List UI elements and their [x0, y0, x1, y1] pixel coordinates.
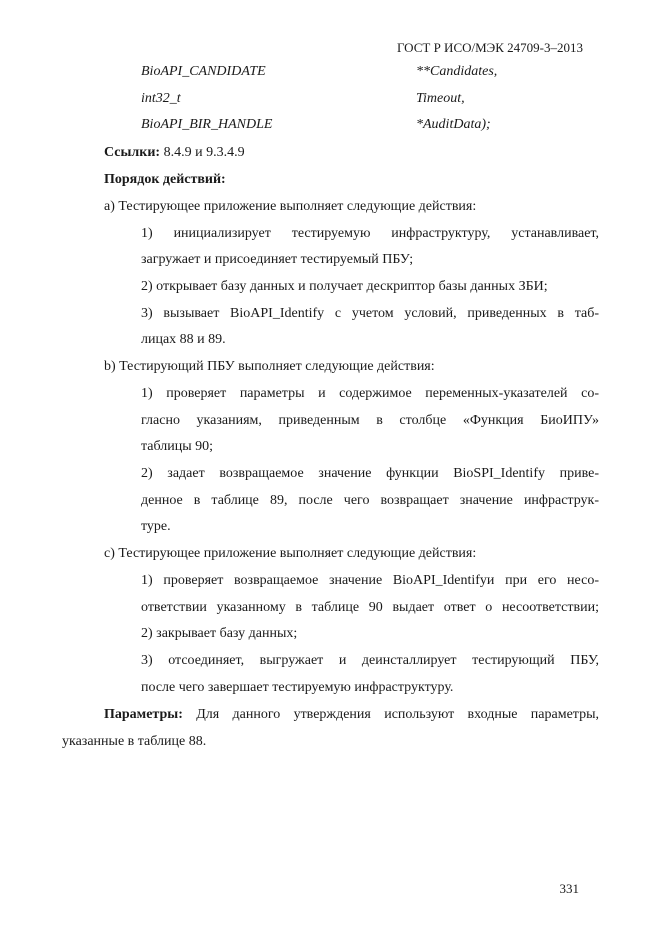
step-a-item-3: 3) вызывает BioAPI_Identify с учетом условий, приведенных в таб-: [141, 306, 599, 321]
step-a-item-3-cont: лицах 88 и 89.: [141, 332, 226, 347]
param-name: *AuditData);: [416, 117, 491, 132]
step-b-item-2: 2) задает возвращаемое значение функции BioSPI_Identify приве-: [141, 466, 599, 481]
signature-row: [0, 64, 661, 84]
parameters-label: Параметры:: [104, 707, 183, 722]
step-c-item-2: 2) закрывает базу данных;: [141, 626, 298, 641]
param-type: BioAPI_CANDIDATE: [141, 64, 266, 79]
step-a-item-1-cont: загружает и присоединяет тестируемый ПБУ;: [141, 252, 414, 267]
step-a-item-2: 2) открывает базу данных и получает дескриптор базы данных ЗБИ;: [141, 279, 548, 294]
step-b-item-2-cont: туре.: [141, 519, 171, 534]
step-a-intro: a) Тестирующее приложение выполняет следующие действия:: [104, 199, 477, 214]
step-c-intro: c) Тестирующее приложение выполняет следующие действия:: [104, 546, 477, 561]
references-line: [104, 143, 245, 163]
parameters-line: [104, 705, 599, 725]
references-value: 8.4.9 и 9.3.4.9: [160, 145, 245, 160]
step-b-item-1-cont: таблицы 90;: [141, 439, 214, 454]
param-type: BioAPI_BIR_HANDLE: [141, 117, 273, 132]
step-a-item-1: 1) инициализирует тестируемую инфраструктуру, устанавливает,: [141, 226, 599, 241]
document-code-header: ГОСТ Р ИСО/МЭК 24709-3–2013: [396, 40, 583, 55]
step-c-item-3: 3) отсоединяет, выгружает и деинсталлирует тестирующий ПБУ,: [141, 653, 599, 668]
step-c-item-1-cont: ответствии указанному в таблице 90 выдает ответ о несоответствии;: [141, 600, 599, 615]
references-label: Ссылки:: [104, 145, 161, 160]
param-type: int32_t: [141, 91, 181, 106]
page-number: 331: [559, 881, 579, 896]
parameters-line-cont: указанные в таблице 88.: [62, 734, 207, 749]
param-name: **Candidates,: [416, 64, 498, 79]
step-c-item-1: 1) проверяет возвращаемое значение BioAPI_Identifyи при его несо-: [141, 573, 599, 588]
parameters-text: Для данного утверждения используют входные параметры,: [182, 707, 599, 722]
step-c-item-3-cont: после чего завершает тестируемую инфраструктуру.: [141, 680, 454, 695]
signature-row: [0, 91, 661, 111]
step-b-item-1-cont: гласно указаниям, приведенным в столбце «Функция БиоИПУ»: [141, 413, 599, 428]
step-b-item-1: 1) проверяет параметры и содержимое переменных-указателей со-: [141, 386, 599, 401]
signature-row: [0, 117, 661, 137]
step-b-item-2-cont: денное в таблице 89, после чего возвращает значение инфраструк-: [141, 493, 599, 508]
procedure-heading: Порядок действий:: [104, 172, 226, 187]
param-name: Timeout,: [416, 91, 465, 106]
step-b-intro: b) Тестирующий ПБУ выполняет следующие действия:: [104, 359, 435, 374]
